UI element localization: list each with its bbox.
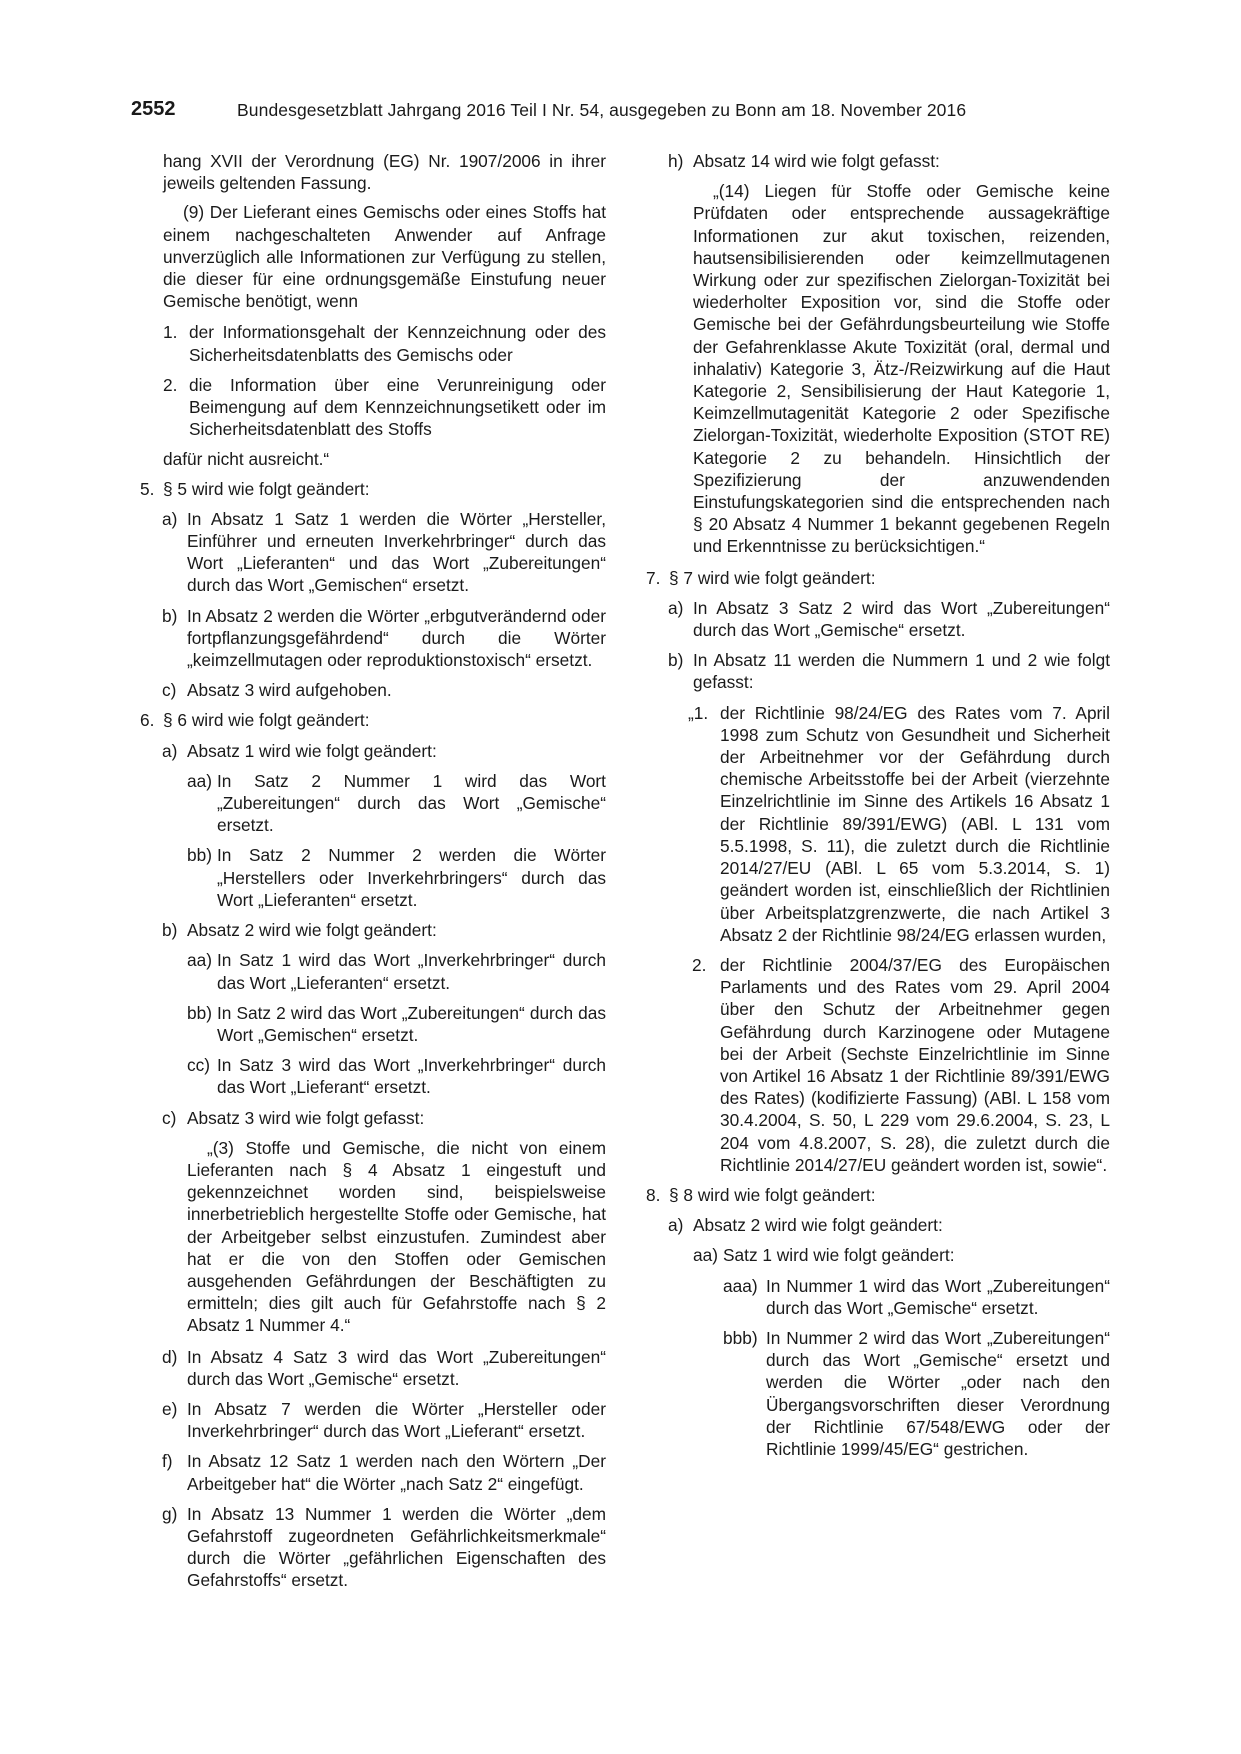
- list-label: bb): [187, 845, 212, 866]
- list-label: 6.: [140, 710, 155, 731]
- list-item: [140, 709, 606, 731]
- quoted-paragraph: „(14) Liegen für Stoffe oder Gemische keine Prüfdaten oder entsprechende aussagekräftige Informationen zur akut toxischen, reizenden, hautsensibilisierenden oder keimzellmutagenen Wirkung oder zur spezifischen Zielorgan-Toxizität bei wiederholter Exposition vor, sind die Stoffe oder Gemische bei der Gefährdungsbeurteilung wie Stoffe der Gefahrenklasse Akute Toxizität (oral, dermal und inhalativ) Kategorie 3, Ätz-/Reizwirkung auf die Haut Kategorie 2, Sensibilisierung der Haut Kategorie 1, Keimzellmutagenität Kategorie 2 oder Spezifische Zielorgan-Toxizität, wiederholte Exposition (STOT RE) Kategorie 2 zu behandeln. Hinsichtlich der Spezifizierung der anzuwendenden Einstufungskategorien sind die entsprechenden nach § 20 Absatz 4 Nummer 1 bekannt gegebenen Regeln und Erkenntnisse zu berücksichtigen.“: [693, 181, 1110, 557]
- list-text: In Satz 3 wird das Wort „Inverkehrbringer“ durch das Wort „Lieferant“ ersetzt.: [217, 1055, 606, 1098]
- list-item: [162, 679, 606, 701]
- list-item: [162, 1398, 606, 1442]
- list-text: Absatz 2 wird wie folgt geändert:: [693, 1215, 943, 1236]
- list-text: Absatz 1 wird wie folgt geändert:: [187, 740, 437, 761]
- list-item: [187, 1002, 606, 1046]
- quoted-paragraph: „(3) Stoffe und Gemische, die nicht von einem Lieferanten nach § 4 Absatz 1 eingestuft und gekennzeichnet worden sind, beispielsweise innerbetrieblich hergestellte Stoffe oder Gemische, hat der Arbeitgeber selbst einzustufen. Zumindest aber hat er die von den Stoffen oder Gemischen ausgehenden Gefährdungen der Beschäftigten zu ermitteln; dies gilt auch für Gefahrstoffe nach § 2 Absatz 1 Nummer 4.“: [187, 1137, 606, 1336]
- list-label: 5.: [140, 478, 155, 499]
- list-item: [162, 919, 606, 941]
- list-item: [187, 770, 606, 837]
- list-item: [162, 1346, 606, 1390]
- list-text: In Satz 1 wird das Wort „Inverkehrbringer“ durch das Wort „Lieferanten“ ersetzt.: [217, 950, 606, 993]
- page-number: 2552: [131, 98, 176, 120]
- paragraph: (9) Der Lieferant eines Gemischs oder eines Stoffs hat einem nachgeschalteten Anwender auf Anfrage unverzüglich alle Informationen zur Verfügung zu stellen, die dieser für eine ordnungsgemäße Einstufung neuer Gemische benötigt, wenn: [163, 202, 606, 312]
- list-item: [163, 321, 606, 365]
- list-text: In Satz 2 Nummer 1 wird das Wort „Zubereitungen“ durch das Wort „Gemische“ ersetzt.: [217, 770, 606, 836]
- list-text: der Richtlinie 2004/37/EG des Europäischen Parlaments und des Rates vom 29. April 2004 über den Schutz der Arbeitnehmer gegen Gefährdung durch Karzinogene oder Mutagene bei der Arbeit (Sechste Einzelrichtlinie im Sinne von Artikel 16 Absatz 1 der Richtlinie 89/391/EWG des Rates) (kodifizierte Fassung) (ABl. L 158 vom 30.4.2004, S. 50, L 229 vom 29.6.2004, S. 23, L 204 vom 4.8.2007, S. 28), die zuletzt durch die Richtlinie 2014/27/EU geändert worden ist, sowie“.: [720, 954, 1110, 1175]
- list-item: [723, 1327, 1110, 1460]
- list-item: [187, 844, 606, 911]
- list-label: 8.: [646, 1184, 661, 1205]
- list-text: In Absatz 11 werden die Nummern 1 und 2 wie folgt gefasst:: [693, 650, 1110, 693]
- list-text: In Nummer 2 wird das Wort „Zubereitungen“ durch das Wort „Gemische“ ersetzt und werden die Wörter „oder nach den Übergangsvorschriften dieser Verordnung der Richtlinie 67/548/EWG oder der Richtlinie 1999/45/EG“ gestrichen.: [766, 1327, 1110, 1459]
- list-label: b): [668, 650, 684, 671]
- list-label: c): [162, 1107, 177, 1128]
- page-header: [131, 98, 1011, 128]
- list-text: In Satz 2 wird das Wort „Zubereitungen“ durch das Wort „Gemischen“ ersetzt.: [217, 1002, 606, 1045]
- list-label: c): [162, 680, 177, 701]
- list-item: [646, 567, 1110, 589]
- list-label: aaa): [723, 1275, 758, 1296]
- list-item: [187, 949, 606, 993]
- list-text: In Absatz 2 werden die Wörter „erbgutverändernd oder fortpflanzungsgefährdend“ durch die Wörter „keimzellmutagen oder reproduktionstoxisch“ ersetzt.: [187, 605, 606, 671]
- list-label: 1.: [163, 322, 178, 343]
- list-text: § 5 wird wie folgt geändert:: [163, 478, 370, 499]
- list-label: a): [162, 740, 178, 761]
- list-label: aa): [187, 770, 212, 791]
- list-item: [723, 1275, 1110, 1319]
- list-item: [162, 605, 606, 672]
- list-text: Absatz 3 wird aufgehoben.: [187, 680, 392, 701]
- list-item: [162, 1107, 606, 1129]
- list-item: [646, 1184, 1110, 1206]
- list-text: In Absatz 7 werden die Wörter „Hersteller oder Inverkehrbringer“ durch das Wort „Lieferant“ ersetzt.: [187, 1398, 606, 1442]
- paragraph: dafür nicht ausreicht.“: [163, 449, 330, 470]
- list-text: der Informationsgehalt der Kennzeichnung oder des Sicherheitsdatenblatts des Gemischs oder: [189, 322, 606, 365]
- list-text: § 7 wird wie folgt geändert:: [669, 567, 876, 588]
- list-text: Satz 1 wird wie folgt geändert:: [723, 1245, 955, 1266]
- list-item: [163, 374, 606, 441]
- list-text: In Absatz 4 Satz 3 wird das Wort „Zubereitungen“ durch das Wort „Gemische“ ersetzt.: [187, 1346, 606, 1389]
- list-item: [162, 740, 606, 762]
- list-label: bb): [187, 1002, 212, 1023]
- list-label: bbb): [723, 1327, 758, 1348]
- list-label: „1.: [688, 702, 709, 723]
- list-label: d): [162, 1346, 178, 1367]
- list-item: [693, 1244, 1110, 1266]
- list-item: [688, 702, 1110, 946]
- list-item: [140, 478, 606, 500]
- header-title: Bundesgesetzblatt Jahrgang 2016 Teil I Nr. 54, ausgegeben zu Bonn am 18. November 2016: [237, 100, 967, 120]
- list-text: der Richtlinie 98/24/EG des Rates vom 7. April 1998 zum Schutz von Gesundheit und Sicherheit der Arbeitnehmer vor der Gefährdung durch chemische Arbeitsstoffe bei der Arbeit (vierzehnte Einzelrichtlinie im Sinne des Artikels 16 Absatz 1 der Richtlinie 89/391/EWG) (ABl. L 131 vom 5.5.1998, S. 11), die zuletzt durch die Richtlinie 2014/27/EU (ABl. L 65 vom 5.3.2014, S. 1) geändert worden ist, einschließlich der Richtlinien über Arbeitsplatzgrenzwerte, die nach Artikel 3 Absatz 2 der Richtlinie 98/24/EG erlassen wurden,: [720, 702, 1110, 945]
- list-item: [162, 1503, 606, 1592]
- right-column: [646, 150, 1110, 1468]
- list-label: a): [668, 597, 684, 618]
- list-label: a): [162, 508, 178, 529]
- list-item: [187, 1054, 606, 1098]
- list-item: [688, 954, 1110, 1176]
- list-label: 2.: [163, 374, 178, 395]
- list-item: [668, 150, 1110, 172]
- list-item: [668, 1214, 1110, 1236]
- list-item: [668, 597, 1110, 641]
- left-column: [140, 150, 606, 1600]
- list-text: Absatz 2 wird wie folgt geändert:: [187, 920, 437, 941]
- list-text: die Information über eine Verunreinigung oder Beimengung auf dem Kennzeichnungsetikett oder im Sicherheitsdatenblatt des Stoffs: [189, 374, 606, 440]
- list-label: f): [162, 1451, 173, 1472]
- list-label: 2.: [692, 954, 707, 975]
- list-text: In Absatz 12 Satz 1 werden nach den Wörtern „Der Arbeitgeber hat“ die Wörter „nach Satz 2“ eingefügt.: [187, 1451, 606, 1494]
- list-label: b): [162, 920, 178, 941]
- list-label: a): [668, 1215, 684, 1236]
- list-label: g): [162, 1503, 178, 1524]
- paragraph: hang XVII der Verordnung (EG) Nr. 1907/2006 in ihrer jeweils geltenden Fassung.: [163, 151, 606, 194]
- list-text: In Absatz 1 Satz 1 werden die Wörter „Hersteller, Einführer und erneuten Inverkehrbringer“ durch das Wort „Lieferanten“ und das Wort „Zubereitungen“ durch das Wort „Gemischen“ ersetzt.: [187, 508, 606, 596]
- list-text: § 8 wird wie folgt geändert:: [669, 1184, 876, 1205]
- list-text: In Absatz 13 Nummer 1 werden die Wörter „dem Gefahrstoff zugeordneten Gefährlichkeitsmerkmale“ durch die Wörter „gefährlichen Eigenschaften des Gefahrstoffs“ ersetzt.: [187, 1503, 606, 1591]
- list-item: [668, 649, 1110, 693]
- list-label: aa): [187, 950, 212, 971]
- list-text: Absatz 3 wird wie folgt gefasst:: [187, 1107, 425, 1128]
- list-label: b): [162, 605, 178, 626]
- list-label: 7.: [646, 567, 661, 588]
- list-label: h): [668, 151, 684, 171]
- list-text: In Absatz 3 Satz 2 wird das Wort „Zubereitungen“ durch das Wort „Gemische“ ersetzt.: [693, 597, 1110, 641]
- list-text: In Nummer 1 wird das Wort „Zubereitungen“ durch das Wort „Gemische“ ersetzt.: [766, 1275, 1110, 1318]
- list-text: § 6 wird wie folgt geändert:: [163, 710, 370, 731]
- list-label: cc): [187, 1055, 211, 1076]
- list-label: aa): [693, 1245, 718, 1266]
- list-item: [162, 1450, 606, 1494]
- list-item: [162, 508, 606, 597]
- list-text: In Satz 2 Nummer 2 werden die Wörter „Herstellers oder Inverkehrbringers“ durch das Wort „Lieferanten“ ersetzt.: [217, 845, 606, 910]
- list-text: Absatz 14 wird wie folgt gefasst:: [693, 151, 940, 171]
- list-label: e): [162, 1398, 178, 1419]
